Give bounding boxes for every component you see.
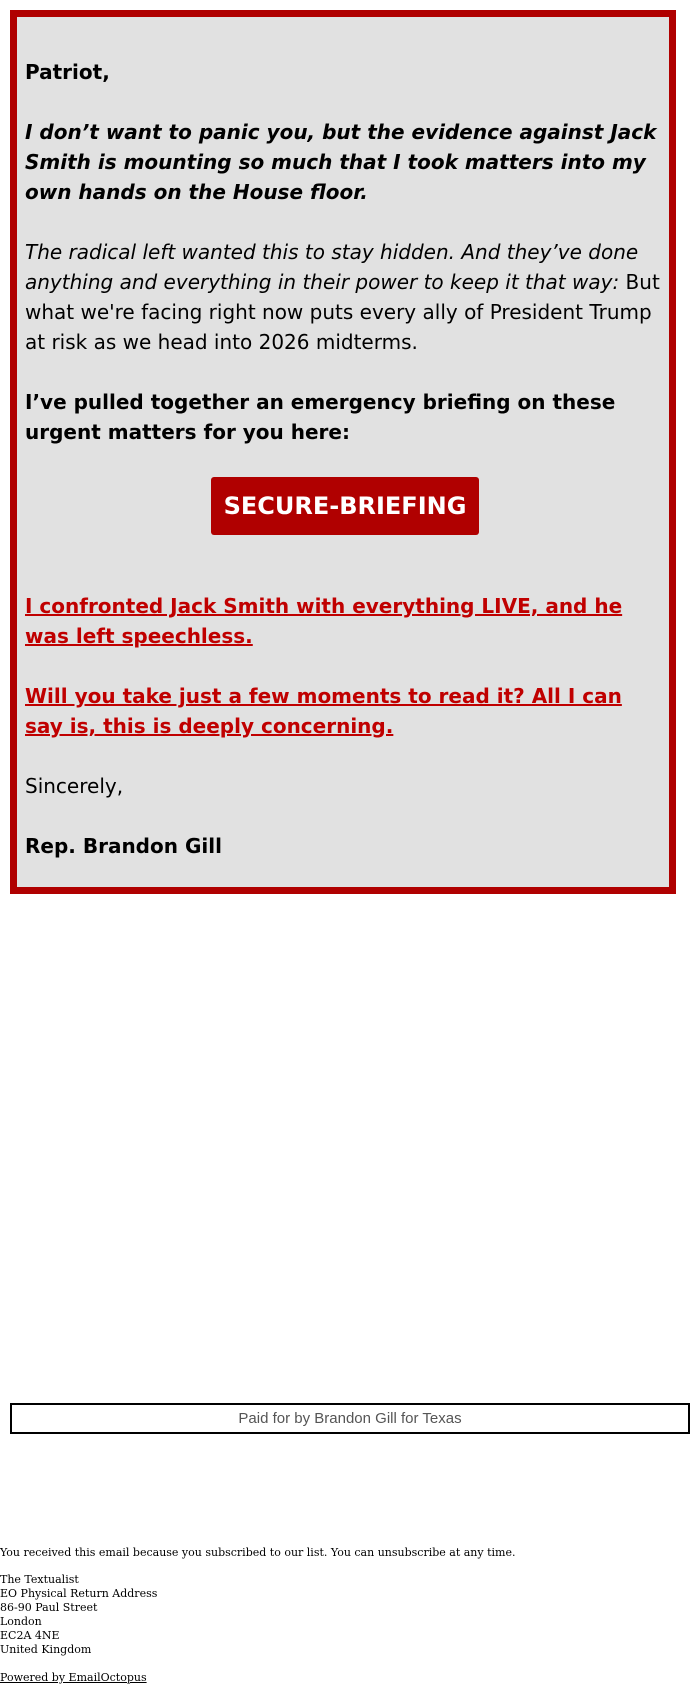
confront-link[interactable]: I confronted Jack Smith with everything LIVE, and he was left speechless.	[25, 594, 623, 648]
address-line: EC2A 4NE	[0, 1629, 60, 1642]
body-paragraph-rest: But what we're facing right now puts every ally of President Trump at risk as we head into 2026 midterms.	[25, 270, 660, 354]
briefing-intro: I’ve pulled together an emergency briefing on these urgent matters for you here:	[25, 390, 616, 444]
secure-briefing-button[interactable]: SECURE-BRIEFING	[211, 477, 479, 535]
letter-container	[10, 10, 676, 894]
address-line: EO Physical Return Address	[0, 1587, 158, 1600]
postal-address	[0, 1573, 700, 1657]
cta-wrapper	[25, 477, 661, 535]
signature: Rep. Brandon Gill	[25, 834, 222, 858]
signoff: Sincerely,	[25, 774, 124, 798]
address-line: United Kingdom	[0, 1643, 92, 1656]
powered-by-link[interactable]: Powered by EmailOctopus	[0, 1671, 147, 1684]
address-line: London	[0, 1615, 42, 1628]
address-line: The Textualist	[0, 1573, 79, 1586]
greeting: Patriot,	[25, 60, 110, 84]
body-paragraph-italic: The radical left wanted this to stay hidden. And they’ve done anything and everything in their power to keep it that way:	[25, 240, 639, 294]
address-line: 86-90 Paul Street	[0, 1601, 98, 1614]
lead-paragraph: I don’t want to panic you, but the evidence against Jack Smith is mounting so much that I took matters into my own hands on the House floor.	[25, 120, 657, 204]
read-link[interactable]: Will you take just a few moments to read it? All I can say is, this is deeply concerning.	[25, 684, 622, 738]
email-footer	[0, 1546, 700, 1685]
subscription-notice: You received this email because you subscribed to our list. You can unsubscribe at any time.	[0, 1546, 516, 1559]
body-paragraph	[25, 237, 661, 357]
paid-for-disclaimer: Paid for by Brandon Gill for Texas	[10, 1403, 690, 1434]
